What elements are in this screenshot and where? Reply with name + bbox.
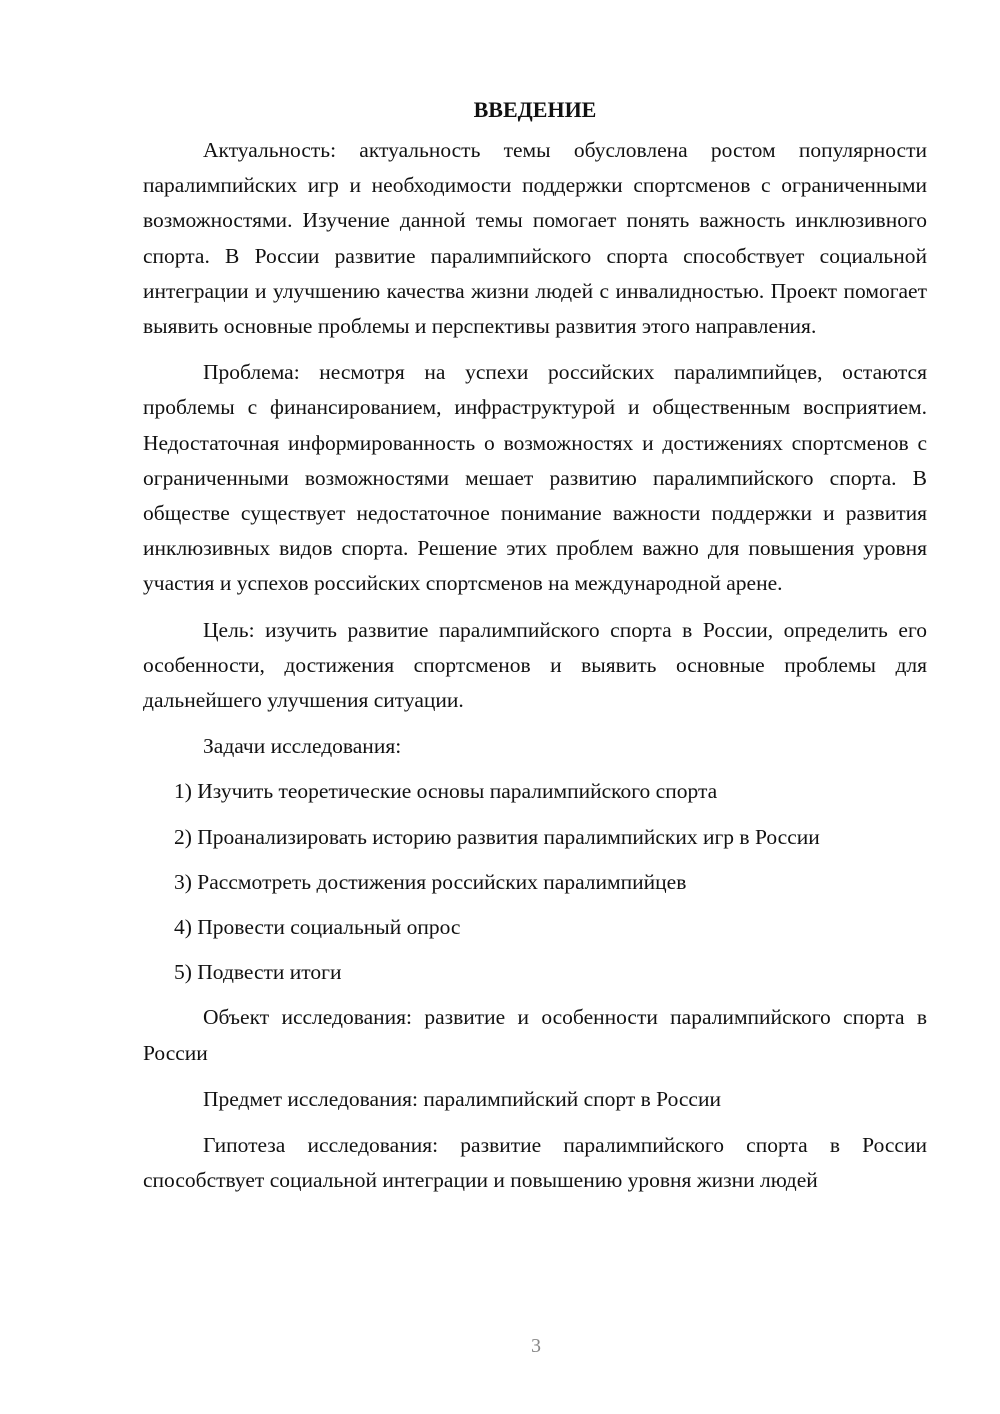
page-number: 3	[531, 1335, 541, 1357]
paragraph-hypothesis: Гипотеза исследования: развитие паралимпийского спорта в России способствует социальной интеграции и повышению уровня жизни людей	[143, 1133, 927, 1193]
list-item: 1) Изучить теоретические основы паралимпийского спорта	[174, 779, 718, 804]
paragraph-relevance: Актуальность: актуальность темы обусловлена ростом популярности паралимпийских игр и необходимости поддержки спортсменов с ограниченными возможностями. Изучение данной темы помогает понять важность инклюзивного спорта. В России развитие паралимпийского спорта способствует социальной интеграции и улучшению качества жизни людей с инвалидностью. Проект помогает выявить основные проблемы и перспективы развития этого направления.	[143, 138, 927, 339]
page-title: ВВЕДЕНИЕ	[473, 97, 597, 122]
list-item: 3) Рассмотреть достижения российских паралимпийцев	[174, 869, 687, 894]
list-item: 2) Проанализировать историю развития паралимпийских игр в России	[174, 824, 820, 849]
paragraph-object: Объект исследования: развитие и особенности паралимпийского спорта в России	[143, 1005, 927, 1065]
paragraph-goal: Цель: изучить развитие паралимпийского спорта в России, определить его особенности, достижения спортсменов и выявить основные проблемы для дальнейшего улучшения ситуации.	[143, 617, 927, 713]
paragraph-subject: Предмет исследования: паралимпийский спорт в России	[203, 1086, 721, 1111]
tasks-heading: Задачи исследования:	[203, 734, 402, 759]
tasks-list	[143, 774, 927, 990]
list-item: 4) Провести социальный опрос	[174, 915, 461, 940]
document-page	[143, 94, 927, 1209]
paragraph-problem: Проблема: несмотря на успехи российских паралимпийцев, остаются проблемы с финансированием, инфраструктурой и общественным восприятием. Недостаточная информированность о возможностях и достижениях спортсменов с ограниченными возможностями мешает развитию паралимпийского спорта. В обществе существует недостаточное понимание важности поддержки и развития инклюзивных видов спорта. Решение этих проблем важно для повышения уровня участия и успехов российских спортсменов на международной арене.	[143, 360, 927, 596]
list-item: 5) Подвести итоги	[174, 960, 342, 985]
